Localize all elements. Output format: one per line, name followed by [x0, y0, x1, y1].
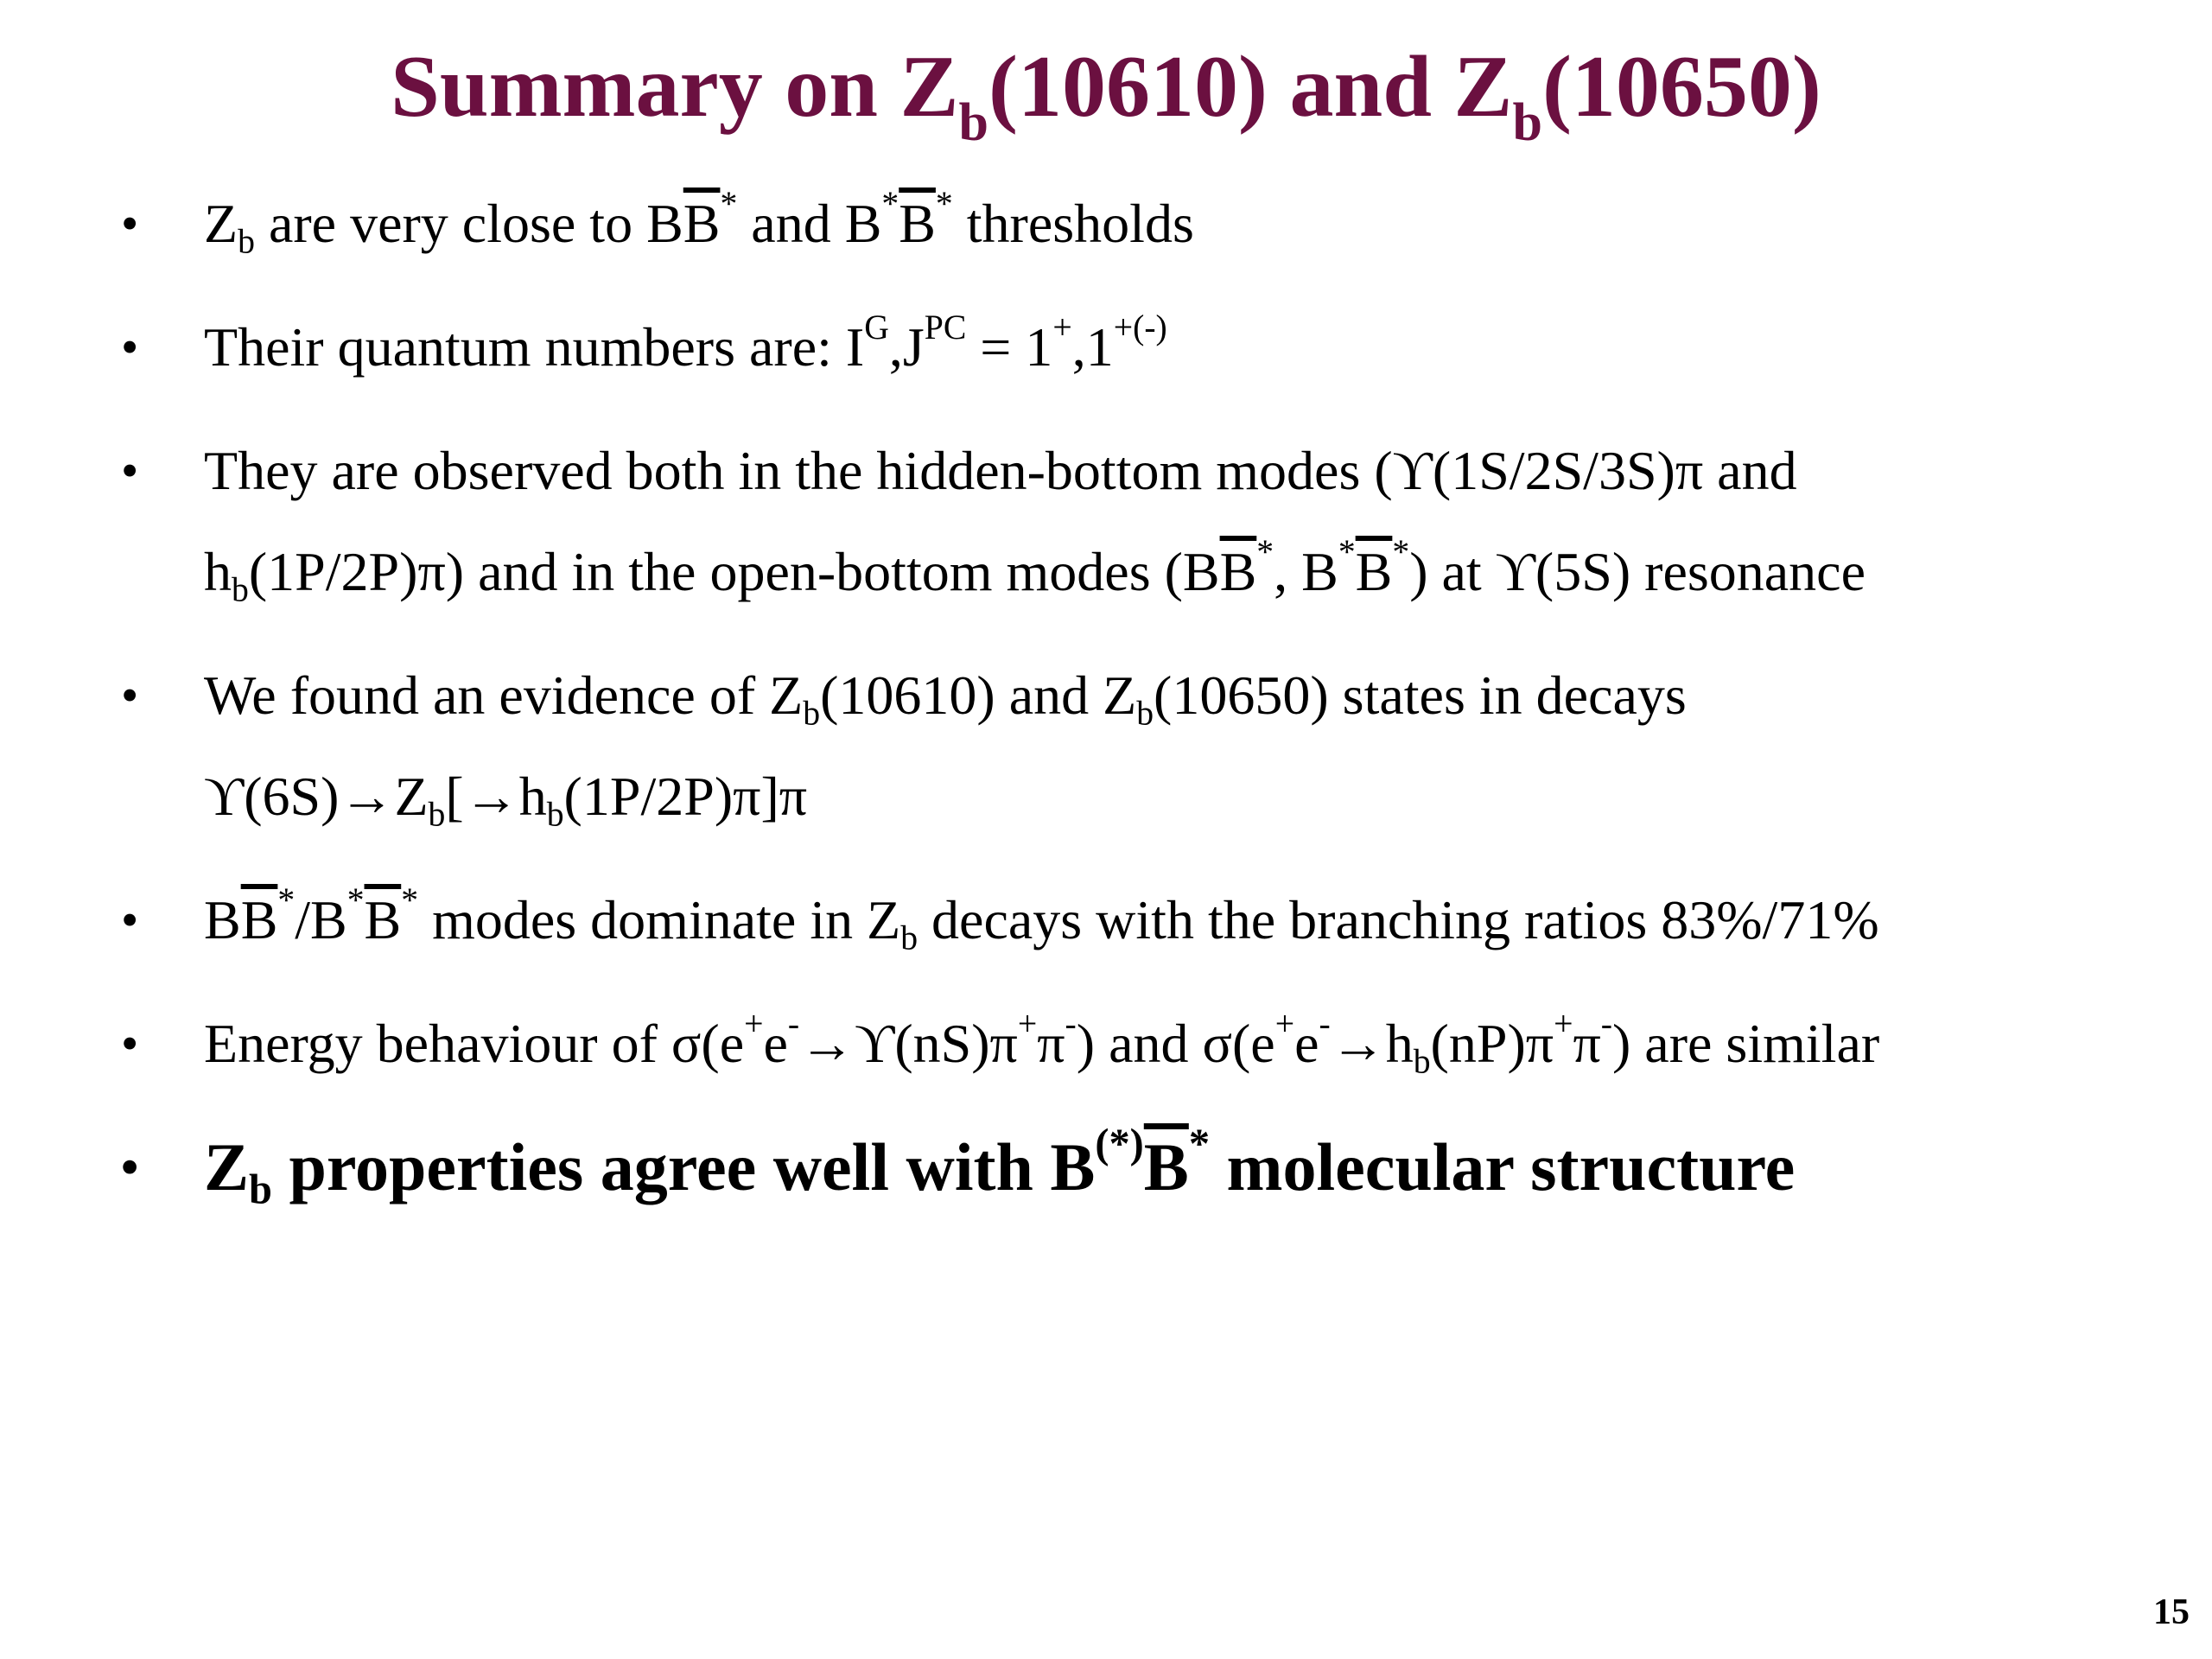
text: ,1: [1071, 316, 1114, 378]
superscript: *: [935, 185, 953, 224]
text: are very close to B: [254, 193, 683, 254]
bullet-marker: •: [121, 1015, 139, 1071]
text: h: [204, 541, 232, 602]
text: decays with the branching ratios 83%/71%: [918, 889, 1879, 950]
subscript: b: [1413, 1042, 1431, 1081]
superscript: *: [1256, 533, 1274, 572]
text: ) and σ(e: [1076, 1013, 1275, 1074]
text: (10610) and Z: [820, 664, 1137, 726]
text: properties agree well with B: [271, 1129, 1096, 1205]
text: ) are similar: [1611, 1013, 1880, 1074]
superscript: *: [346, 881, 365, 920]
bullet-marker: •: [121, 319, 139, 375]
superscript: *: [401, 881, 419, 920]
bullet-list: [121, 173, 2195, 1240]
overlined-text: $\overline{B}$: [1355, 541, 1393, 602]
overlined-text: $\overline{B}$: [240, 889, 278, 950]
title-subscript: b: [958, 93, 989, 152]
superscript: PC: [924, 308, 967, 347]
superscript: (*): [1095, 1121, 1144, 1167]
bullet-marker: •: [121, 892, 139, 948]
bullet-marker: •: [121, 442, 139, 499]
superscript: -: [1065, 1005, 1077, 1044]
bullet-quantum-numbers: [121, 296, 2195, 397]
text: (1P/2P)π) and in the open-bottom modes (B: [248, 541, 1220, 602]
subscript: b: [249, 1166, 272, 1213]
text: [→h: [445, 766, 547, 827]
overlined-text: $\overline{B}$: [899, 193, 936, 254]
bullet-marker: •: [121, 1139, 139, 1195]
title-text: (10610) and Z: [988, 38, 1513, 136]
overlined-text: $\overline{B}$: [1219, 541, 1257, 602]
text: e: [1294, 1013, 1319, 1074]
superscript: *: [1188, 1121, 1210, 1167]
superscript: *: [881, 185, 899, 224]
superscript: *: [277, 881, 296, 920]
text: ϒ(6S)→Z: [204, 766, 429, 827]
bullet-observed-modes: [121, 420, 2195, 622]
text: (10650) states in decays: [1154, 664, 1687, 726]
subscript: b: [803, 694, 821, 733]
text: e: [763, 1013, 788, 1074]
text: π: [1573, 1013, 1601, 1074]
text: ) at ϒ(5S) resonance: [1409, 541, 1866, 602]
overlined-text: $\overline{B}$: [683, 193, 721, 254]
text: We found an evidence of Z: [204, 664, 804, 726]
overlined-text: $\overline{B}$: [364, 889, 402, 950]
superscript: *: [720, 185, 738, 224]
bullet-marker: •: [121, 195, 139, 251]
superscript: +: [1052, 308, 1072, 347]
text: Energy behaviour of σ(e: [204, 1013, 745, 1074]
text: B: [204, 889, 241, 950]
text: Z: [204, 1129, 250, 1205]
text: modes dominate in Z: [418, 889, 901, 950]
text: π: [1037, 1013, 1065, 1074]
superscript: -: [787, 1005, 800, 1044]
subscript: b: [428, 795, 446, 834]
overlined-text: $\overline{B}$: [1143, 1129, 1189, 1205]
bullet-thresholds: [121, 173, 2195, 274]
superscript: +(-): [1113, 308, 1167, 347]
title-text: Summary on Z: [391, 38, 959, 136]
text: They are observed both in the hidden-bottom modes (ϒ(1S/2S/3S)π and: [204, 440, 1797, 501]
superscript: +: [1017, 1005, 1038, 1044]
subscript: b: [546, 795, 564, 834]
bullet-evidence: [121, 645, 2195, 847]
text: molecular structure: [1210, 1129, 1796, 1205]
page-number: 15: [2153, 1592, 2190, 1632]
subscript: b: [238, 222, 255, 261]
bullet-conclusion: [121, 1116, 2195, 1217]
superscript: +: [744, 1005, 764, 1044]
bullet-energy-behaviour: [121, 993, 2195, 1094]
superscript: -: [1319, 1005, 1331, 1044]
subscript: b: [900, 918, 918, 957]
text: , B: [1274, 541, 1338, 602]
subscript: b: [232, 570, 249, 609]
text: ,J: [888, 316, 925, 378]
text: Their quantum numbers are: I: [204, 316, 865, 378]
text: and B: [737, 193, 882, 254]
superscript: +: [1274, 1005, 1295, 1044]
bullet-marker: •: [121, 667, 139, 723]
text: thresholds: [952, 193, 1194, 254]
superscript: -: [1600, 1005, 1612, 1044]
slide-title: [0, 31, 2212, 152]
title-subscript: b: [1512, 93, 1542, 152]
text: (1P/2P)π]π: [563, 766, 808, 827]
text: →h: [1330, 1013, 1414, 1074]
subscript: b: [1136, 694, 1154, 733]
text: →ϒ(nS)π: [799, 1013, 1018, 1074]
text: /B: [295, 889, 347, 950]
bullet-branching-ratios: [121, 869, 2195, 970]
superscript: G: [864, 308, 889, 347]
text: (nP)π: [1430, 1013, 1554, 1074]
title-text: (10650): [1541, 38, 1821, 136]
text: Z: [204, 193, 238, 254]
superscript: *: [1392, 533, 1410, 572]
superscript: +: [1554, 1005, 1573, 1044]
text: = 1: [966, 316, 1053, 378]
superscript: *: [1338, 533, 1356, 572]
